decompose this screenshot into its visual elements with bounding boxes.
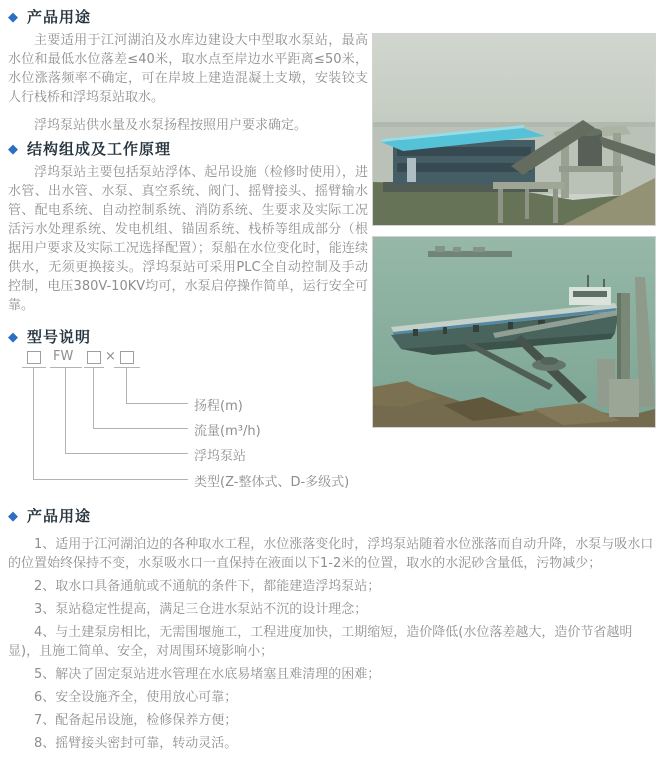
photo-illustration bbox=[373, 237, 655, 427]
list-item: 2、取水口具备通航或不通航的条件下，都能建造浮坞泵站； bbox=[34, 579, 381, 594]
section-heading-usage-bottom bbox=[8, 505, 654, 526]
diagram-line bbox=[93, 428, 188, 429]
model-code-prefix: FW bbox=[53, 349, 74, 364]
paragraph-structure: 浮坞泵站主要包括泵站浮体、起吊设施（检修时使用），进水管、出水管、水泵、真空系统、阀门、摇臂接头、摇臂输水管、配电系统、自动控制系统、消防系统、生要求及实际工况活污水处理系统、发电机组、锚固系统、栈桥等组成部分（根据用户要求及实际工况选择配置）；泵船在水位变化时，能连续供水，无须更换接头。浮坞泵站可采用PLC全自动控制及手动控制，电压380V-10KV均可，水泵启停操作简单，运行安全可靠。 bbox=[8, 165, 368, 313]
diamond-icon: ◆ bbox=[8, 142, 19, 157]
floating-pump-station-barge-photo bbox=[372, 236, 656, 428]
diagram-line bbox=[65, 368, 66, 453]
list-item: 3、泵站稳定性提高，满足三仓进水泵站不沉的设计理念； bbox=[34, 602, 368, 617]
floating-pump-station-shore-photo bbox=[372, 33, 656, 226]
model-code-box-type bbox=[27, 351, 41, 364]
section-title-usage-bottom: 产品用途 bbox=[27, 507, 92, 525]
diagram-line bbox=[33, 479, 188, 480]
section-usage-bottom bbox=[8, 505, 654, 757]
diagram-underline bbox=[22, 367, 46, 368]
diagram-underline bbox=[50, 367, 82, 368]
model-code-diagram bbox=[8, 348, 368, 503]
section-title-structure: 结构组成及工作原理 bbox=[27, 140, 172, 158]
diagram-line bbox=[93, 368, 94, 428]
section-heading-model bbox=[8, 326, 91, 347]
diagram-underline bbox=[84, 367, 104, 368]
diamond-icon: ◆ bbox=[8, 10, 19, 25]
model-label-type: 类型(Z-整体式、D-多级式) bbox=[194, 475, 350, 490]
model-label-head: 扬程(m) bbox=[194, 399, 243, 414]
model-code-times-sign: × bbox=[105, 349, 116, 364]
list-item: 5、解决了固定泵站进水管理在水底易堵塞且难清理的困难； bbox=[34, 667, 381, 682]
diagram-line bbox=[33, 368, 34, 479]
section-title-model: 型号说明 bbox=[27, 328, 92, 346]
list-item: 6、安全设施齐全，使用放心可靠； bbox=[34, 690, 238, 705]
paragraph-usage-note: 浮坞泵站供水量及水泵扬程按照用户要求确定。 bbox=[34, 118, 308, 133]
diagram-line bbox=[126, 403, 188, 404]
section-title-usage-top: 产品用途 bbox=[27, 8, 92, 26]
diagram-underline bbox=[114, 367, 140, 368]
photo-illustration bbox=[373, 34, 655, 225]
list-item: 7、配备起吊设施，检修保养方便； bbox=[34, 713, 238, 728]
paragraph-usage-main: 主要适用于江河湖泊及水库边建设大中型取水泵站，最高水位和最低水位落差≤40米，取水点至岸边水平距离≤50米，水位涨落频率不确定，可在岸坡上建造混凝土支墩，安装铰支人行栈桥和浮坞泵站取水。 bbox=[8, 33, 368, 105]
diamond-icon: ◆ bbox=[8, 509, 19, 524]
diamond-icon: ◆ bbox=[8, 330, 19, 345]
list-item: 4、与土建泵房相比，无需围堰施工，工程进度加快，工期缩短，造价降低(水位落差越大，造价节省越明显)，且施工简单、安全，对周围环境影响小； bbox=[8, 625, 633, 659]
diagram-line bbox=[65, 453, 188, 454]
list-item: 1、适用于江河湖泊边的各种取水工程，水位涨落变化时，浮坞泵站随着水位涨落而自动升降，水泵与吸水口的位置始终保持不变，水泵吸水口一直保持在液面以下1-2米的位置，取水的水泥砂含量低，污物减少； bbox=[8, 537, 654, 571]
diagram-line bbox=[126, 368, 127, 403]
model-label-station: 浮坞泵站 bbox=[194, 449, 247, 464]
section-heading-structure bbox=[8, 138, 171, 159]
model-code-box-flow bbox=[87, 351, 101, 364]
list-item: 8、摇臂接头密封可靠，转动灵活。 bbox=[34, 736, 238, 751]
model-label-flow: 流量(m³/h) bbox=[194, 424, 261, 439]
model-code-box-head bbox=[120, 351, 134, 364]
section-heading-usage-top bbox=[8, 6, 91, 27]
